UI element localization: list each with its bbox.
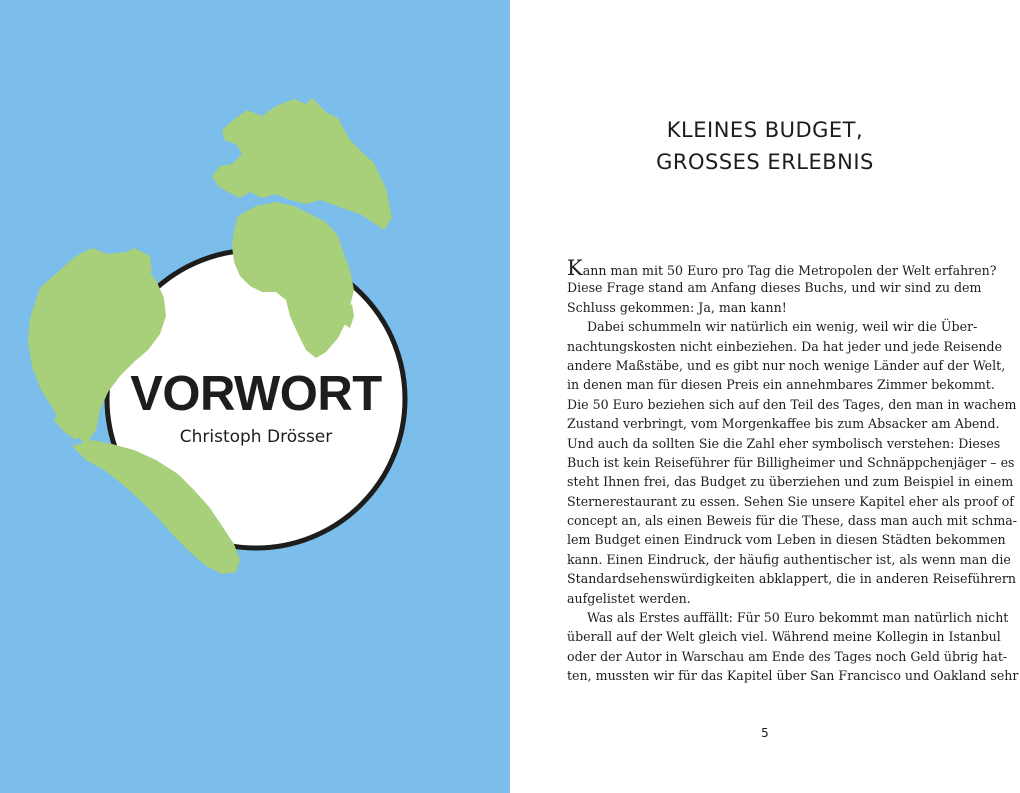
text-line: Was als Erstes auffällt: Für 50 Euro bekommt man natürlich nicht <box>587 610 1009 626</box>
text-line: Dabei schummeln wir natürlich ein wenig, weil wir die Über- <box>587 319 978 335</box>
heading-line-1: KLEINES BUDGET, <box>666 118 864 142</box>
text-line: Diese Frage stand am Anfang dieses Buchs, und wir sind zu dem <box>567 280 982 296</box>
text-line: Und auch da sollten Sie die Zahl eher symbolisch verstehen: Dieses <box>567 435 1001 451</box>
text-line-content: ann man mit 50 Euro pro Tag die Metropolen der Welt erfahren? <box>582 263 997 278</box>
text-line: Zustand verbringt, vom Morgenkaffee bis zum Absacker am Abend. <box>567 416 1000 432</box>
page-number: 5 <box>761 726 769 740</box>
text-line: aufgelistet werden. <box>567 590 691 606</box>
text-line: Standardsehenswürdigkeiten abklappert, die in anderen Reiseführern <box>567 571 1016 587</box>
text-line: Sternerestaurant zu essen. Sehen Sie unsere Kapitel eher als proof of <box>567 493 1014 509</box>
dropcap: K <box>567 256 583 280</box>
chapter-title: VORWORT <box>130 367 382 421</box>
text-line: Buch ist kein Reiseführer für Billigheimer und Schnäppchenjäger – es <box>567 454 1015 470</box>
heading-line-2: GROSSES ERLEBNIS <box>656 150 874 174</box>
text-line: steht Ihnen frei, das Budget zu überziehen und zum Beispiel in einem <box>567 474 1014 490</box>
right-page <box>510 0 1020 793</box>
text-line: concept an, als einen Beweis für die These, dass man auch mit schma- <box>567 513 1018 529</box>
body-text <box>567 256 1019 686</box>
text-line <box>567 256 997 280</box>
text-line: ten, mussten wir für das Kapitel über San Francisco und Oakland sehr <box>567 668 1019 684</box>
text-line: nachtungskosten nicht einbeziehen. Da hat jeder und jede Reisende <box>567 338 1003 354</box>
chapter-heading <box>510 114 1020 178</box>
text-line: überall auf der Welt gleich viel. Während meine Kollegin in Istanbul <box>567 629 1001 645</box>
text-line: lem Budget einen Eindruck vom Leben in diesen Städten bekommen <box>567 532 1006 548</box>
text-line: in denen man für diesen Preis ein annehmbares Zimmer bekommt. <box>567 377 995 393</box>
chapter-author: Christoph Drösser <box>179 427 333 447</box>
text-line: andere Maßstäbe, und es gibt nur noch wenige Länder auf der Welt, <box>567 357 1006 373</box>
text-line: oder der Autor in Warschau am Ende des Tages noch Geld übrig hat- <box>567 648 1008 664</box>
text-line: kann. Einen Eindruck, der häufig authentischer ist, als wenn man die <box>567 551 1011 567</box>
text-line: Die 50 Euro beziehen sich auf den Teil des Tages, den man in wachem <box>567 396 1017 412</box>
text-line: Schluss gekommen: Ja, man kann! <box>567 299 787 315</box>
